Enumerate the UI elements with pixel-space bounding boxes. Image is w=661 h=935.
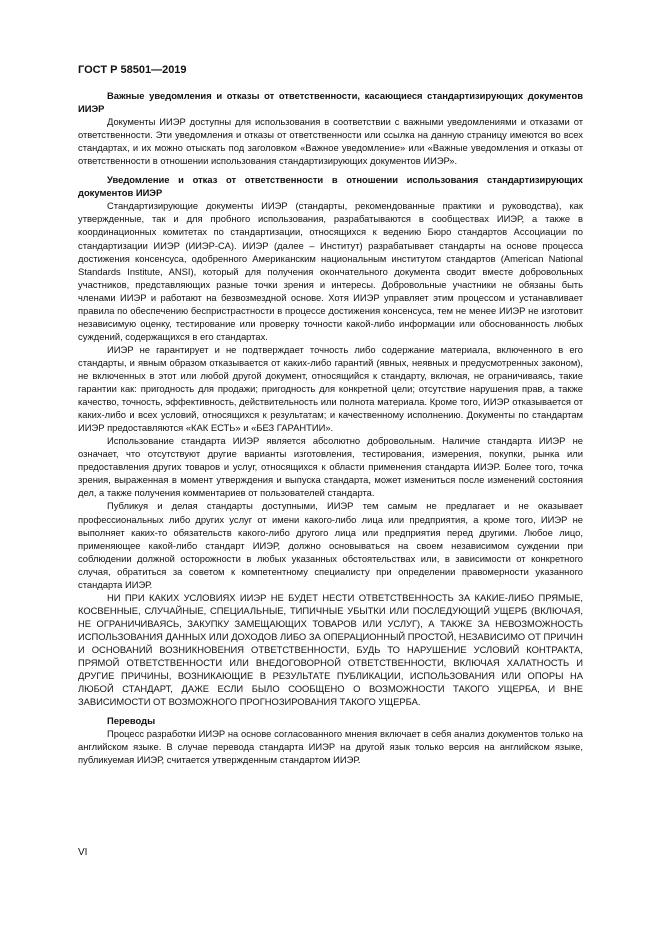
section-heading-important-notices: Важные уведомления и отказы от ответственности, касающиеся стандартизирующих документов ИИЭР	[78, 90, 583, 115]
paragraph: ИИЭР не гарантирует и не подтверждает точность либо содержание материала, включенного в его стандарты, и явным образом отказывается от каких-либо гарантий (явных, неявных и предусмотренных законом), не включенных в этот или любой другой документ, относящийся к стандарту, включая, не ограничиваясь, такие гарантии как: пригодность для продажи; пригодность для конкретной цели; отсутствие нарушения прав, а также качество, точность, эффективность, действительность или полнота материала. Кроме того, ИИЭР отказывается от каких-либо и всех условий, относящихся к результатам; и качественному исполнению. Документы по стандартам ИИЭР предоставляются «КАК ЕСТЬ» и «БЕЗ ГАРАНТИИ».	[78, 343, 583, 434]
section-heading-notice-and-disclaimer: Уведомление и отказ от ответственности в отношении использования стандартизирующих документов ИИЭР	[78, 174, 583, 199]
paragraph: Публикуя и делая стандарты доступными, ИИЭР тем самым не предлагает и не оказывает профессиональных либо других услуг от имени какого-либо лица или предприятия, а кроме того, ИИЭР не выполняет каких-то обязательств какого-либо другого лица или предприятия перед другими. Любое лицо, применяющее какой-либо стандарт ИИЭР, должно основываться на своем независимом суждении при соблюдении должной осторожности в любых указанных обстоятельствах или, в зависимости от конкретного случая, обратиться за советом к компетентному специалисту при определении правомерности указанного стандарта ИИЭР.	[78, 500, 583, 590]
standard-header: ГОСТ Р 58501—2019	[78, 64, 187, 76]
paragraph: Использование стандарта ИИЭР является абсолютно добровольным. Наличие стандарта ИИЭР не означает, что отсутствуют другие варианты изготовления, тестирования, измерения, покупки, рынка или предоставления других товаров и услуг, относящихся к области применения стандарта ИИЭР. Более того, точка зрения, выраженная в момент утверждения и выпуска стандарта, может измениться после изменений состояния дел, а также получения комментариев от пользователей стандарта.	[78, 435, 583, 499]
section-heading-translations: Переводы	[107, 715, 156, 727]
document-body	[78, 89, 583, 766]
paragraph-liability-caps: НИ ПРИ КАКИХ УСЛОВИЯХ ИИЭР НЕ БУДЕТ НЕСТИ ОТВЕТСТВЕННОСТЬ ЗА КАКИЕ-ЛИБО ПРЯМЫЕ, КОСВЕННЫЕ, СЛУЧАЙНЫЕ, СПЕЦИАЛЬНЫЕ, ТИПИЧНЫЕ УБЫТКИ ИЛИ ПОСЛЕДУЮЩИЙ УЩЕРБ (ВКЛЮЧАЯ, НЕ ОГРАНИЧИВАЯСЬ, ЗАКУПКУ ЗАМЕЩАЮЩИХ ТОВАРОВ ИЛИ УСЛУГ), А ТАКЖЕ ЗА НЕВОЗМОЖНОСТЬ ИСПОЛЬЗОВАНИЯ ДАННЫХ ИЛИ ДОХОДОВ ЛИБО ЗА ОПЕРАЦИОННЫЙ ПРОСТОЙ, НЕЗАВИСИМО ОТ ПРИЧИН И ОСНОВАНИЙ ВОЗНИКНОВЕНИЯ ОТВЕТСТВЕННОСТИ, БУДЬ ТО НАРУШЕНИЕ УСЛОВИЙ КОНТРАКТА, ПРЯМОЙ ОТВЕТСТВЕННОСТИ ИЛИ ВНЕДОГОВОРНОЙ ОТВЕТСТВЕННОСТИ, ВКЛЮЧАЯ ХАЛАТНОСТЬ И ДРУГИЕ ПРИЧИНЫ, ВОЗНИКАЮЩИЕ В РЕЗУЛЬТАТЕ ПУБЛИКАЦИИ, ИСПОЛЬЗОВАНИЯ ИЛИ ОПОРЫ НА ЛЮБОЙ СТАНДАРТ, ДАЖЕ ЕСЛИ БЫЛО СООБЩЕНО О ВОЗМОЖНОСТИ ТАКОГО УЩЕРБА, И ВНЕ ЗАВИСИМОСТИ ОТ ВОЗМОЖНОГО ПРОГНОЗИРОВАНИЯ ТАКОГО УЩЕРБА.	[78, 591, 583, 708]
paragraph: Процесс разработки ИИЭР на основе согласованного мнения включает в себя анализ документов только на английском языке. В случае перевода стандарта ИИЭР на другой язык только версия на английском языке, публикуемая ИИЭР, считается утвержденным стандартом ИИЭР.	[78, 728, 583, 766]
paragraph: Документы ИИЭР доступны для использования в соответствии с важными уведомлениями и отказами от ответственности. Эти уведомления и отказы от ответственности или ссылка на данную страницу имеются во всех стандартах, и их можно отыскать под заголовком «Важное уведомление» или «Важные уведомления и отказы от ответственности в отношении использования стандартизирующих документов ИИЭР».	[78, 116, 583, 167]
page-number: VI	[78, 847, 88, 858]
paragraph: Стандартизирующие документы ИИЭР (стандарты, рекомендованные практики и руководства), как утвержденные, так и для пробного использования, разрабатываются в сообществах ИИЭР, а также в координационных комитетах по стандартизации, относящихся к ведению Бюро стандартов Ассоциации по стандартизации ИИЭР (ИИЭР-СА). ИИЭР (далее – Институт) разрабатывает стандарты на основе процесса достижения консенсуса, одобренного Американским национальным институтом стандартов (American National Standards Institute, ANSI), который для получения окончательного документа сводит вместе добровольных участников, представляющих разные точки зрения и интересы. Добровольные участники не обязаны быть членами ИИЭР и работают на безвозмездной основе. Хотя ИИЭР управляет этим процессом и устанавливает правила по обеспечению беспристрастности в процессе достижения консенсуса, тем не менее ИИЭР не изготовит независимую оценку, тестирование или проверку точности какой-либо информации или обоснованность любых суждений, содержащихся в его стандартах.	[78, 200, 583, 342]
